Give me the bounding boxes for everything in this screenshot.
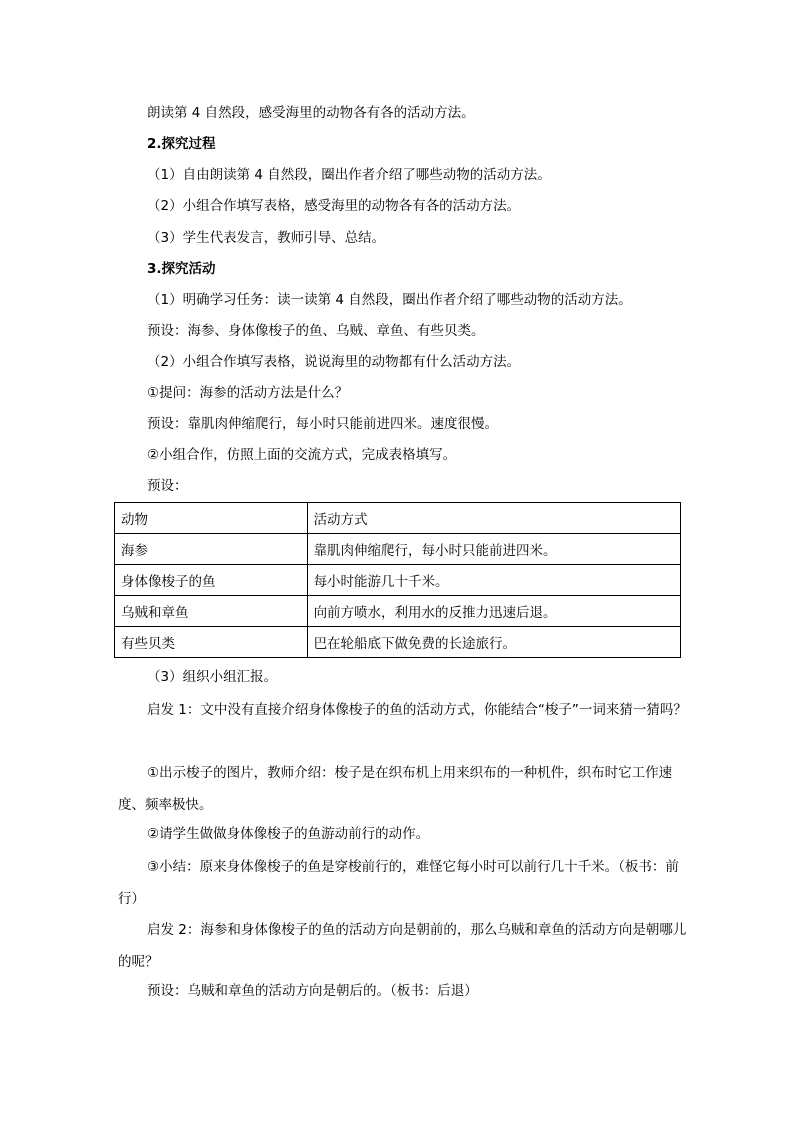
paragraph: 预设： — [147, 478, 188, 494]
table-cell: 海参 — [115, 534, 308, 565]
table-row — [115, 534, 681, 565]
paragraph: ③小结：原来身体像梭子的鱼是穿梭前行的，难怪它每小时可以前行几十千米。（板书：前行） — [118, 859, 679, 907]
table-cell: 靠肌肉伸缩爬行，每小时只能前进四米。 — [307, 534, 680, 565]
table-cell: 乌贼和章鱼 — [115, 596, 308, 627]
table-cell: 巴在轮船底下做免费的长途旅行。 — [307, 627, 680, 658]
section-heading: 3.探究活动 — [147, 261, 216, 277]
table-cell: 有些贝类 — [115, 627, 308, 658]
paragraph: 启发 1：文中没有直接介绍身体像梭子的鱼的活动方式，你能结合“梭子”一词来猜一猜吗？ — [147, 702, 687, 718]
paragraph: ②请学生做做身体像梭子的鱼游动前行的动作。 — [147, 826, 430, 842]
animal-activity-table — [114, 502, 681, 658]
paragraph: （3）学生代表发言，教师引导、总结。 — [147, 230, 386, 246]
table-row — [115, 596, 681, 627]
table-header-cell: 动物 — [115, 503, 308, 534]
paragraph: 朗读第 4 自然段，感受海里的动物各有各的活动方法。 — [147, 105, 475, 121]
paragraph: 预设：乌贼和章鱼的活动方向是朝后的。（板书：后退） — [147, 983, 478, 999]
table-header-cell: 活动方式 — [307, 503, 680, 534]
paragraph: 启发 2：海参和身体像梭子的鱼的活动方向是朝前的，那么乌贼和章鱼的活动方向是朝哪儿的呢？ — [118, 922, 687, 970]
section-heading: 2.探究过程 — [147, 136, 216, 152]
paragraph: 预设：海参、身体像梭子的鱼、乌贼、章鱼、有些贝类。 — [147, 323, 485, 339]
table-cell: 身体像梭子的鱼 — [115, 565, 308, 596]
paragraph: （2）小组合作填写表格，感受海里的动物各有各的活动方法。 — [147, 198, 521, 214]
paragraph: ①出示梭子的图片，教师介绍：梭子是在织布机上用来织布的一种机件，织布时它工作速度、频率极快。 — [118, 765, 673, 813]
table-cell: 每小时能游几十千米。 — [307, 565, 680, 596]
paragraph: ①提问：海参的活动方法是什么？ — [147, 385, 349, 401]
table-header-row — [115, 503, 681, 534]
paragraph: （1）明确学习任务：读一读第 4 自然段，圈出作者介绍了哪些动物的活动方法。 — [147, 292, 632, 308]
paragraph: ②小组合作，仿照上面的交流方式，完成表格填写。 — [147, 447, 457, 463]
table-row — [115, 565, 681, 596]
paragraph: （1）自由朗读第 4 自然段，圈出作者介绍了哪些动物的活动方法。 — [147, 167, 551, 183]
paragraph: 预设：靠肌肉伸缩爬行，每小时只能前进四米。速度很慢。 — [147, 416, 498, 432]
paragraph: （3）组织小组汇报。 — [147, 669, 278, 685]
table-cell: 向前方喷水，利用水的反推力迅速后退。 — [307, 596, 680, 627]
table-row — [115, 627, 681, 658]
paragraph: （2）小组合作填写表格，说说海里的动物都有什么活动方法。 — [147, 354, 521, 370]
